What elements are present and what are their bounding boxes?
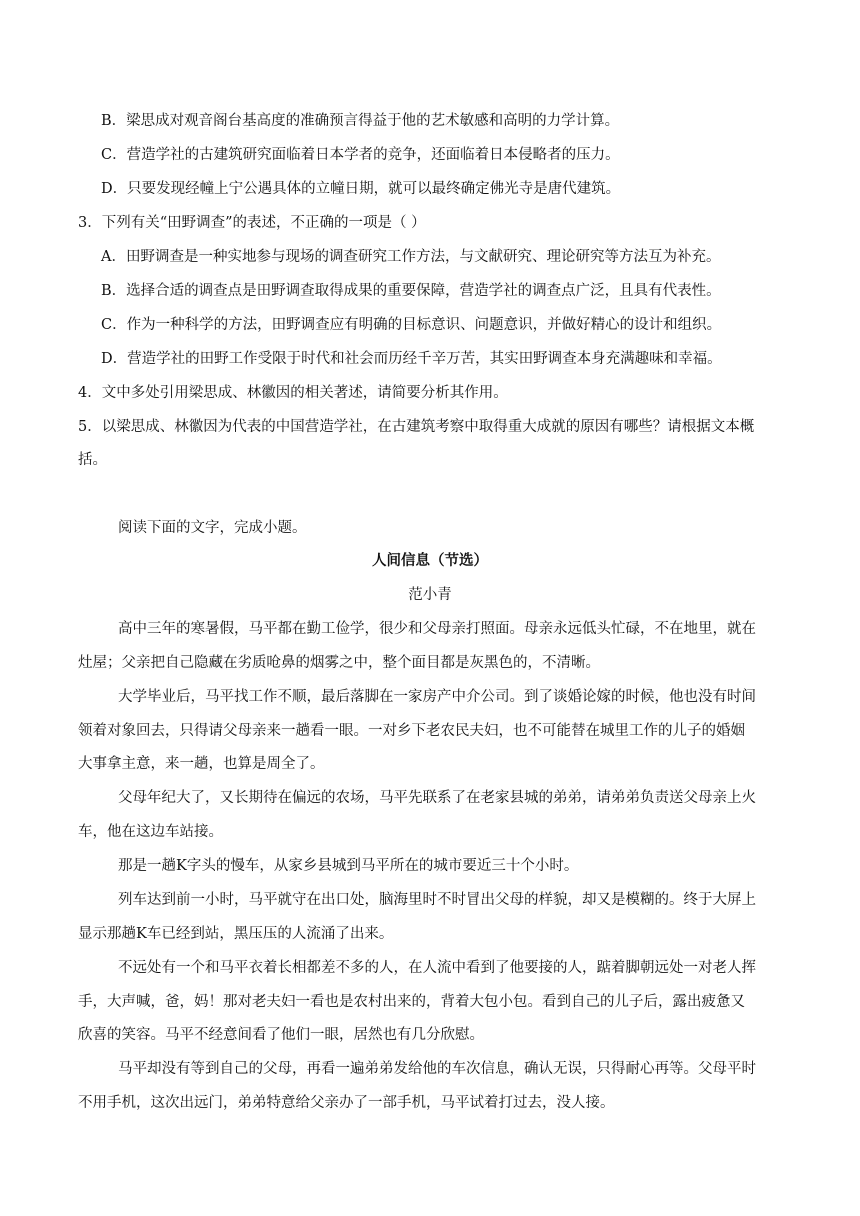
paragraph-line: 大学毕业后，马平找工作不顺，最后落脚在一家房产中介公司。到了谈婚论嫁的时候，他也没有时间	[118, 689, 756, 705]
q5-stem-line-2: 括。	[78, 452, 107, 468]
paragraph-line: 列车达到前一小时，马平就守在出口处，脑海里时不时冒出父母的样貌，却又是模糊的。终于大屏上	[118, 892, 756, 908]
paragraph-line: 高中三年的寒暑假，马平都在勤工俭学，很少和父母亲打照面。母亲永远低头忙碌，不在地里，就在	[118, 621, 756, 637]
paragraph-line: 父母年纪大了，又长期待在偏远的农场，马平先联系了在老家县城的弟弟，请弟弟负责送父母亲上火	[118, 790, 756, 806]
paragraph-line: 欣喜的笑容。马平不经意间看了他们一眼，居然也有几分欣慰。	[78, 1027, 484, 1043]
paragraph-line: 那是一趟K字头的慢车，从家乡县城到马平所在的城市要近三十个小时。	[118, 858, 579, 874]
q3-stem: 3．下列有关“田野调查”的表述，不正确的一项是（ ）	[78, 215, 426, 231]
reading-instruction: 阅读下面的文字，完成小题。	[118, 520, 307, 536]
paragraph-line: 领着对象回去，只得请父母亲来一趟看一眼。一对乡下老农民夫妇，也不可能替在城里工作的儿子的婚姻	[78, 723, 745, 739]
q3-option-d: D．营造学社的田野工作受限于时代和社会而历经千辛万苦，其实田野调查本身充满趣味和幸福。	[101, 351, 722, 367]
paragraph-line: 灶屋；父亲把自己隐藏在劣质呛鼻的烟雾之中，整个面目都是灰黑色的，不清晰。	[78, 655, 600, 671]
q2-option-b: B．梁思成对观音阁台基高度的准确预言得益于他的艺术敏感和高明的力学计算。	[101, 113, 620, 129]
paragraph-line: 显示那趟K车已经到站，黑压压的人流涌了出来。	[78, 926, 394, 942]
paragraph-line: 车，他在这边车站接。	[78, 824, 223, 840]
q3-option-c: C．作为一种科学的方法，田野调查应有明确的目标意识、问题意识，并做好精心的设计和组织。	[101, 317, 722, 333]
paragraph-line: 手，大声喊，爸，妈！那对老夫妇一看也是农村出来的，背着大包小包。看到自己的儿子后，露出疲惫又	[78, 994, 745, 1010]
article-author: 范小青	[408, 587, 452, 603]
q5-stem-line-1: 5．以梁思成、林徽因为代表的中国营造学社，在古建筑考察中取得重大成就的原因有哪些？请根据文本概	[78, 419, 755, 435]
paragraph-line: 不用手机，这次出远门，弟弟特意给父亲办了一部手机，马平试着打过去，没人接。	[78, 1095, 615, 1111]
paragraph-line: 马平却没有等到自己的父母，再看一遍弟弟发给他的车次信息，确认无误，只得耐心再等。父母平时	[118, 1061, 756, 1077]
q4-stem: 4．文中多处引用梁思成、林徽因的相关著述，请简要分析其作用。	[78, 385, 508, 401]
paragraph-line: 大事拿主意，来一趟，也算是周全了。	[78, 756, 325, 772]
q2-option-c: C．营造学社的古建筑研究面临着日本学者的竞争，还面临着日本侵略者的压力。	[101, 147, 620, 163]
q3-option-b: B．选择合适的调查点是田野调查取得成果的重要保障，营造学社的调查点广泛，且具有代表性。	[101, 283, 721, 299]
article-title: 人间信息（节选）	[372, 552, 488, 569]
q3-option-a: A．田野调查是一种实地参与现场的调查研究工作方法，与文献研究、理论研究等方法互为补充。	[101, 249, 721, 265]
paragraph-line: 不远处有一个和马平衣着长相都差不多的人，在人流中看到了他要接的人，踮着脚朝远处一对老人挥	[118, 960, 756, 976]
q2-option-d: D．只要发现经幢上宁公遇具体的立幢日期，就可以最终确定佛光寺是唐代建筑。	[101, 181, 621, 197]
